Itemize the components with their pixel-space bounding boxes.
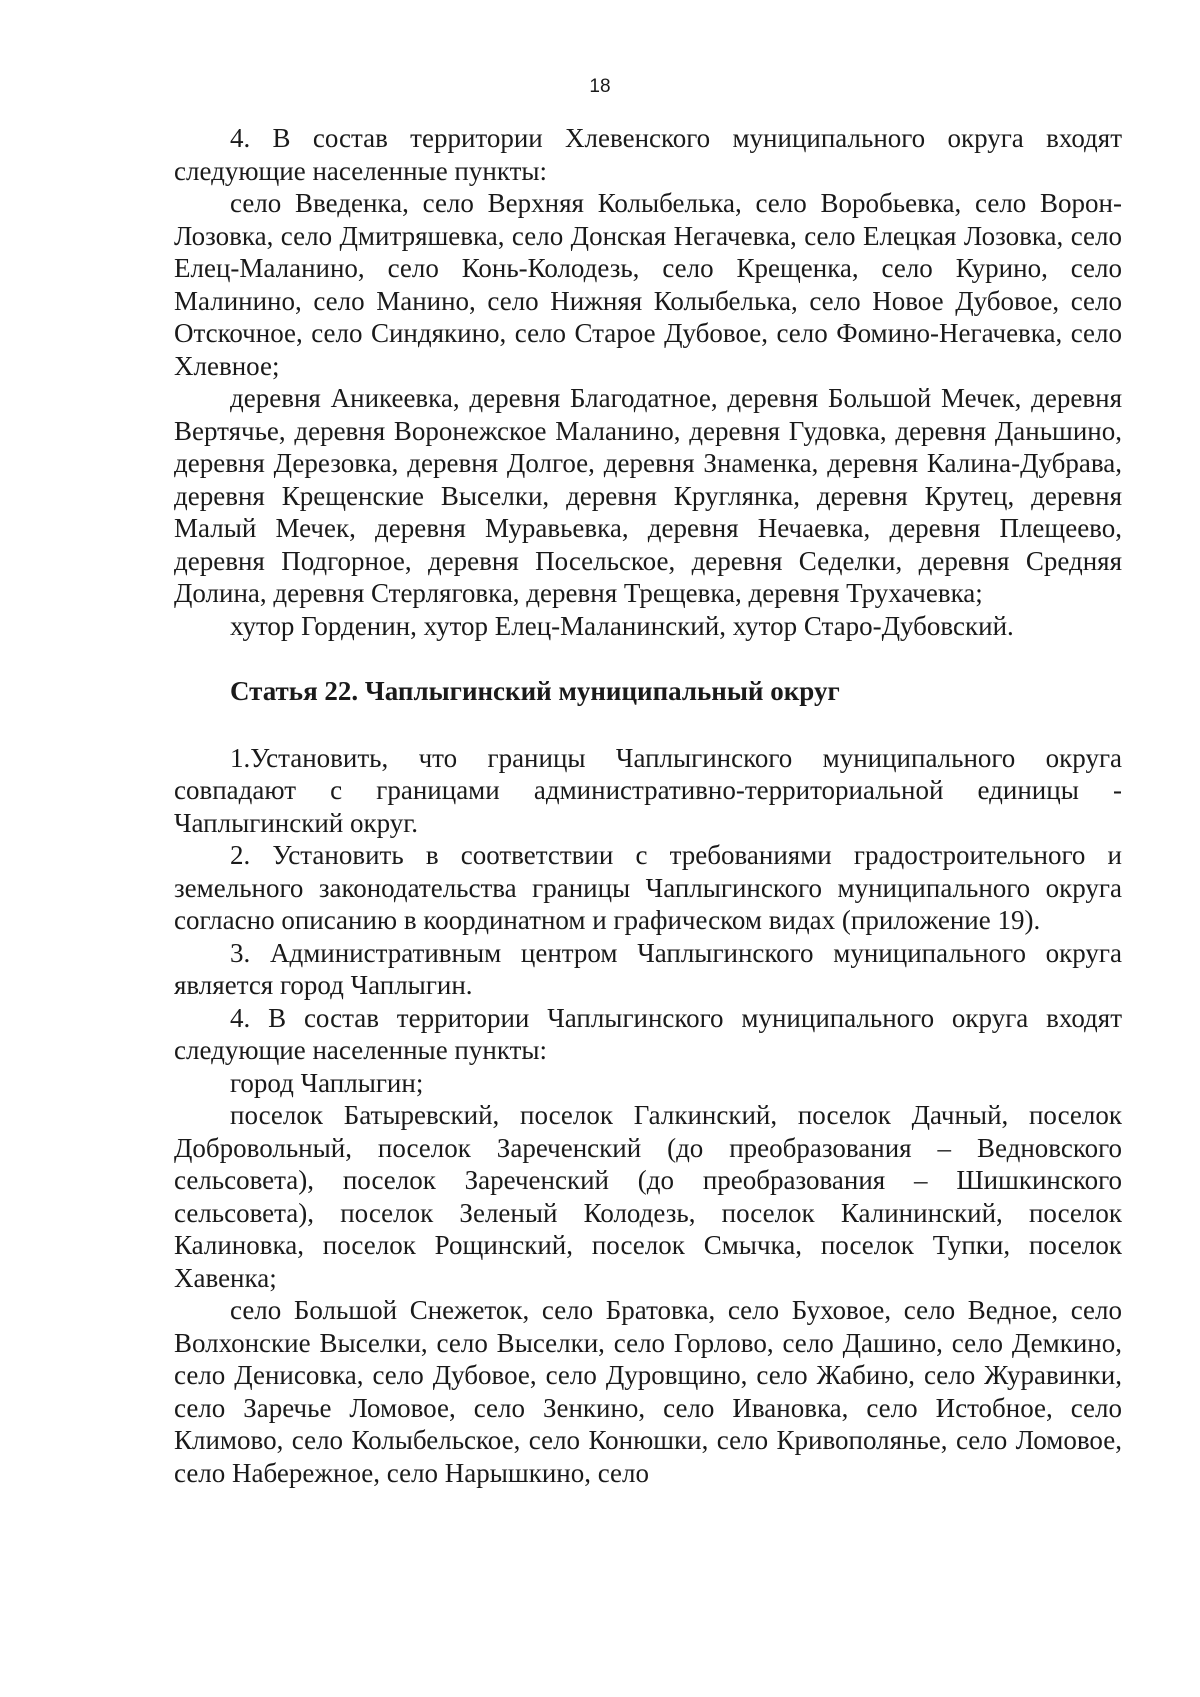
settlements-derevnya-list: деревня Аникеевка, деревня Благодатное, деревня Большой Мечек, деревня Вертячье, деревня Воронежское Маланино, деревня Гудовка, деревня Даньшино, деревня Дерезовка, деревня Долгое, деревня Знаменка, деревня Калина-Дубрава, деревня Крещенские Выселки, деревня Круглянка, деревня Крутец, деревня Малый Мечек, деревня Муравьевка, деревня Нечаевка, деревня Плещеево, деревня Подгорное, деревня Посельское, деревня Седелки, деревня Средняя Долина, деревня Стерляговка, деревня Трещевка, деревня Трухачевка; (174, 383, 1122, 608)
document-body (174, 122, 1122, 1489)
article-paragraph-3: 3. Административным центром Чаплыгинского муниципального округа является город Чаплыгин. (174, 937, 1122, 1000)
page-number: 18 (589, 76, 611, 97)
settlements-poselok-list: поселок Батыревский, поселок Галкинский, поселок Дачный, поселок Добровольный, поселок Зареченский (до преобразования – Ведновского сельсовета), поселок Зареченский (до преобразования – Шишкинского сельсовета), поселок Зеленый Колодезь, поселок Калининский, поселок Калиновка, поселок Рощинский, поселок Смычка, поселок Тупки, поселок Хавенка; (174, 1100, 1122, 1293)
article-paragraph-2: 2. Установить в соответствии с требованиями градостроительного и земельного законодательства границы Чаплыгинского муниципального округа согласно описанию в координатном и графическом видах (приложение 19). (174, 840, 1122, 935)
settlements-khutor-list: хутор Горденин, хутор Елец-Маланинский, хутор Старо-Дубовский. (230, 610, 1014, 641)
settlements-selo-list: село Введенка, село Верхняя Колыбелька, село Воробьевка, село Ворон-Лозовка, село Дмитряшевка, село Донская Негачевка, село Елецкая Лозовка, село Елец-Маланино, село Конь-Колодезь, село Крещенка, село Курино, село Малинино, село Манино, село Нижняя Колыбелька, село Новое Дубовое, село Отскочное, село Синдякино, село Старое Дубовое, село Фомино-Негачевка, село Хлевное; (174, 188, 1122, 381)
settlements-gorod-list: город Чаплыгин; (230, 1067, 424, 1098)
settlements-selo-list-2: село Большой Снежеток, село Братовка, село Буховое, село Ведное, село Волхонские Выселки, село Выселки, село Горлово, село Дашино, село Демкино, село Денисовка, село Дубовое, село Дуровщино, село Жабино, село Журавинки, село Заречье Ломовое, село Зенкино, село Ивановка, село Истобное, село Климово, село Колыбельское, село Конюшки, село Кривополянье, село Ломовое, село Набережное, село Нарышкино, село (174, 1295, 1122, 1488)
article-paragraph-1: 1.Установить, что границы Чаплыгинского муниципального округа совпадают с границами административно-территориальной единицы - Чаплыгинский округ. (174, 742, 1122, 838)
prev-section-paragraph-4: 4. В состав территории Хлевенского муниципального округа входят следующие населенные пункты: (174, 123, 1122, 186)
article-paragraph-4: 4. В состав территории Чаплыгинского муниципального округа входят следующие населенные пункты: (174, 1002, 1122, 1065)
article-heading: Статья 22. Чаплыгинский муниципальный округ (230, 676, 840, 706)
